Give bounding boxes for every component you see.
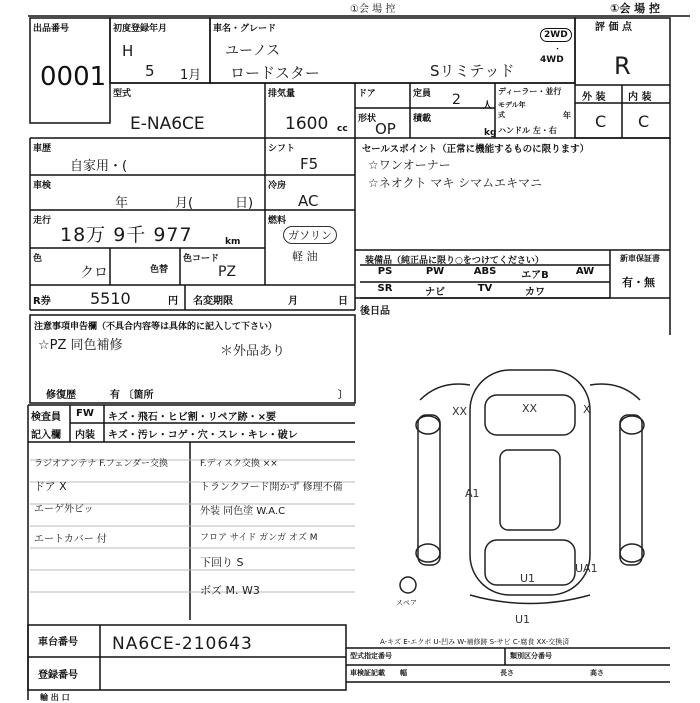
int-value: C — [638, 112, 650, 131]
mileage-unit: km — [225, 237, 241, 247]
capacity-unit: 人 — [483, 101, 493, 111]
equip-navi: ナビ — [425, 287, 445, 298]
inspector-note: 外装 同色塗 W.A.C — [200, 506, 286, 517]
fuel-gas: ガソリン — [283, 226, 337, 244]
rating-label: 評 価 点 — [595, 22, 632, 33]
inspector-note: トランクフード開かず 修理不備 — [200, 482, 343, 493]
body-shape-label: 形状 — [358, 114, 377, 124]
inspector-note: ボズ M. W3 — [200, 584, 260, 597]
mark-fr: X — [583, 403, 591, 416]
ext-value: C — [595, 112, 607, 131]
drive-4wd: 4WD — [540, 55, 564, 65]
inspector-note: エートカバー 付 — [34, 534, 107, 545]
color-code-value: PZ — [218, 264, 237, 280]
capacity-label: 定員 — [413, 89, 432, 99]
dealer-label: ディーラー・並行 — [498, 87, 562, 96]
car-grade: Sリミテッド — [430, 62, 515, 80]
model-year-label: モデル年式 — [498, 101, 526, 119]
bottom-label: 輸 出 口 — [40, 693, 70, 702]
warranty-value: 有・無 — [622, 276, 655, 289]
color-value: クロ — [80, 265, 108, 281]
fuel-label: 燃料 — [268, 216, 287, 226]
usage-value: 自家用・( — [70, 159, 128, 174]
mark-fl: XX — [452, 405, 468, 418]
first-reg-month: 1月 — [180, 68, 202, 83]
inspector-label2: 記入欄 — [31, 430, 61, 441]
handle-label: ハンドル 左・右 — [498, 126, 557, 135]
spare-label: スペア — [396, 599, 417, 607]
inspector-int-items: キズ・汚レ・コゲ・穴・スレ・キレ・破レ — [108, 430, 298, 441]
mark-rr: UA1 — [575, 562, 598, 575]
model-code-value: E-NA6CE — [130, 114, 205, 134]
repair-close: 〕 — [338, 390, 348, 401]
equipment-label: 装備品（純正品に限り○をつけてください） — [365, 256, 544, 266]
type-spec-label: 型式指定番号 — [350, 652, 392, 660]
doors-label: ドア — [358, 89, 376, 99]
notes-line1: ☆PZ 同色補修 — [38, 338, 123, 353]
car-maker: ユーノス — [225, 43, 281, 59]
equipment-row2 — [360, 283, 610, 298]
inspection-year: 年 — [115, 196, 129, 211]
recycle-label: R券 — [33, 296, 51, 307]
inspector-note: ラジオアンテナ F.フェンダー交換 — [34, 459, 169, 469]
car-model: ロードスター — [230, 64, 320, 82]
equip-aw: AW — [575, 266, 595, 277]
later-date-label: 後日品 — [360, 306, 390, 317]
mileage-label: 走行 — [33, 216, 52, 226]
inspector-fw-items: キズ・飛石・ヒビ割・リペア跡・×要 — [108, 412, 276, 423]
displacement-value: 1600 — [285, 114, 329, 134]
load-unit: kg — [484, 128, 497, 138]
diagram-legend: A-キズ E-エクボ U-凹み W-補修跡 S-サビ C-腐食 XX-交換済 — [380, 638, 570, 646]
mark-trunk: U1 — [520, 572, 536, 585]
first-reg-year: 5 — [145, 62, 155, 80]
mark-hood: XX — [522, 402, 538, 415]
inspector-note: 下回り S — [200, 556, 244, 569]
inspection-month: 月( — [175, 196, 194, 211]
rating-value: R — [614, 52, 631, 80]
color-label: 色 — [33, 254, 43, 264]
equip-abs: ABS — [473, 266, 497, 277]
mark-rear-bumper: U1 — [515, 613, 531, 626]
warranty-label: 新車保証書 — [620, 254, 660, 263]
equip-leather: カワ — [525, 287, 545, 298]
color-code-label: 色コード — [183, 254, 220, 264]
ext-label: 外 装 — [582, 92, 606, 103]
sales-point-line1: ☆ワンオーナー — [368, 158, 451, 172]
shift-value: F5 — [300, 155, 319, 173]
mark-left-door: A1 — [465, 487, 480, 500]
name-change-month: 月 — [288, 296, 298, 307]
equip-tv: TV — [477, 283, 493, 294]
venue-copy-label: ①会 場 控 — [350, 4, 396, 15]
equip-ps: PS — [377, 266, 393, 277]
usage-label: 車歴 — [33, 144, 52, 154]
inspector-note: ドア X — [34, 480, 67, 493]
inspection-day: 日) — [235, 196, 254, 211]
width-label: 幅 — [400, 669, 407, 677]
length-label: 長さ — [500, 669, 514, 677]
recycle-unit: 円 — [168, 296, 178, 307]
height-label: 高さ — [590, 669, 604, 677]
venue-label: ①会 場 控 — [610, 2, 660, 15]
repair-value: 有 〔箇所 — [110, 390, 154, 401]
aircon-label: 冷房 — [268, 181, 287, 191]
notes-line2: ＊外品あり — [220, 344, 286, 359]
sales-point-label: セールスポイント（正常に機能するものに限ります） — [362, 144, 590, 155]
model-year-unit: 年 — [563, 111, 571, 120]
name-change-day: 日 — [338, 296, 348, 307]
drive-2wd: 2WD — [540, 28, 572, 42]
chassis-value: NA6CE-210643 — [112, 634, 253, 654]
recycle-value: 5510 — [90, 289, 131, 308]
inspector-note: F.ディスク交換 ×× — [200, 459, 278, 469]
mileage-value: 18万 9千 977 — [60, 224, 193, 246]
inspector-note: フロア サイド ガンガ オズ M — [200, 533, 318, 543]
reg-cert-label: 車検証記載 — [350, 669, 385, 677]
first-reg-era: H — [122, 42, 134, 60]
capacity-value: 2 — [452, 92, 461, 108]
class-num-label: 類別区分番号 — [510, 652, 552, 660]
model-code-label: 型式 — [113, 89, 132, 99]
chassis-label: 車台番号 — [38, 637, 78, 648]
int-label: 内 装 — [628, 92, 652, 103]
sales-point-line2: ☆ネオクト マキ シマムエキマニ — [368, 176, 543, 190]
body-shape-value: OP — [375, 120, 396, 138]
notes-label: 注意事項申告欄（不具合内容等は具体的に記入して下さい） — [34, 322, 278, 332]
equip-pw: PW — [425, 266, 445, 277]
equipment-row1 — [360, 266, 610, 281]
equip-sr: SR — [377, 283, 393, 294]
lot-label: 出品番号 — [33, 24, 70, 34]
name-change-label: 名変期限 — [193, 296, 233, 307]
load-label: 積載 — [413, 114, 432, 124]
color-change-label: 色替 — [150, 265, 169, 275]
registration-label: 登録番号 — [38, 670, 78, 681]
displacement-label: 排気量 — [268, 89, 296, 99]
displacement-unit: cc — [337, 124, 348, 134]
lot-number: 0001 — [40, 62, 107, 92]
repair-label: 修復歴 — [46, 390, 76, 401]
equip-airbag: エアB — [521, 270, 549, 281]
first-reg-label: 初度登録年月 — [113, 24, 168, 34]
fuel-diesel: 軽 油 — [292, 250, 318, 263]
car-name-label: 車名・グレード — [213, 24, 277, 34]
inspector-fw: FW — [76, 408, 94, 419]
aircon-value: AC — [298, 192, 319, 210]
inspector-label1: 検査員 — [31, 412, 61, 423]
drive-dot: ・ — [553, 45, 563, 55]
shift-label: シフト — [268, 144, 296, 154]
inspector-note: エーゲ外ビッ — [34, 504, 94, 515]
inspection-label: 車検 — [33, 181, 52, 191]
inspector-interior: 内装 — [75, 430, 95, 441]
